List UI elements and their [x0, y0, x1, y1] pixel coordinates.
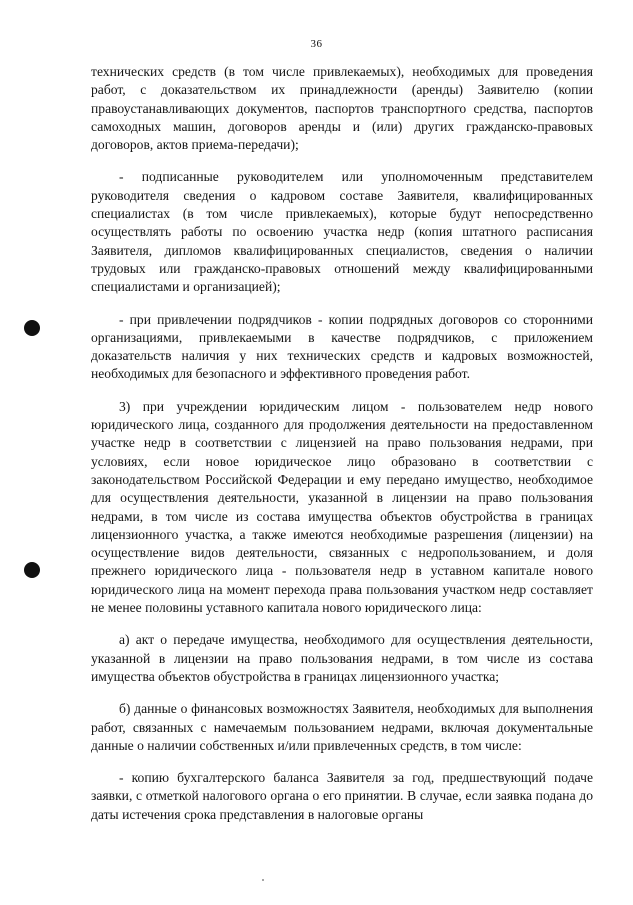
page-number: 36: [310, 38, 323, 50]
punch-hole-upper: [24, 320, 40, 336]
paragraph-balance-sheet-copy: - копию бухгалтерского баланса Заявителя за год, предшествующий подаче заявки, с отметкой налогового органа о его принятии. В случае, если заявка подана до даты истечения срока представления в налоговые органы: [91, 770, 593, 822]
paragraph-property-transfer-act: а) акт о передаче имущества, необходимого для осуществления деятельности, указанной в лицензии на право пользования недрами, в том числе из состава имущества объектов обустройства в границах лицензионного участка;: [91, 632, 593, 684]
paragraph-financial-capabilities: б) данные о финансовых возможностях Заявителя, необходимых для выполнения работ, связанных с намечаемым пользованием недрами, включая документальные данные о наличии собственных и/или привлеченных средств, в том числе:: [91, 701, 593, 753]
scan-speck: [262, 879, 264, 881]
document-body: [91, 63, 593, 838]
paragraph-equipment-continuation: технических средств (в том числе привлекаемых), необходимых для проведения работ, с доказательством их принадлежности (аренды) Заявителю (копии правоустанавливающих документов, паспортов транспортного средства, паспортов самоходных машин, договоров аренды и (или) других гражданско-правовых договоров, актов приема-передачи);: [91, 64, 593, 153]
paragraph-contractors: - при привлечении подрядчиков - копии подрядных договоров со сторонними организациями, привлекаемыми в качестве подрядчиков, с приложением доказательств наличия у них технических средств и кадровых возможностей, необходимых для безопасного и эффективного проведения работ.: [91, 311, 593, 382]
paragraph-staff-information: - подписанные руководителем или уполномоченным представителем руководителя сведения о кадровом составе Заявителя, квалифицированных специалистах (в том числе привлекаемых), которые будут непосредственно осуществлять работы по освоению участка недр (копия штатного расписания Заявителя, дипломов квалифицированных специалистов, сведения о наличии трудовых или гражданско-правовых отношений между квалифицированными специалистами и организацией);: [91, 169, 593, 295]
punch-hole-lower: [24, 562, 40, 578]
paragraph-new-legal-entity: 3) при учреждении юридическим лицом - пользователем недр нового юридического лица, созданного для продолжения деятельности на предоставленном участке недр в соответствии с лицензией на право пользования недрами, при условиях, если новое юридическое лицо образовано в соответствии с законодательством Российской Федерации и ему передано имущество, необходимое для осуществления деятельности, указанной в лицензии на право пользования недрами, в том числе из состава имущества объектов обустройства в границах лицензионного участка, а также имеются необходимые разрешения (лицензии) на осуществление видов деятельности, связанных с недропользованием, и доля прежнего юридического лица - пользователя недр в уставном капитале нового юридического лица на момент перехода права пользования участком недр составляет не менее половины уставного капитала нового юридического лица:: [91, 398, 593, 616]
